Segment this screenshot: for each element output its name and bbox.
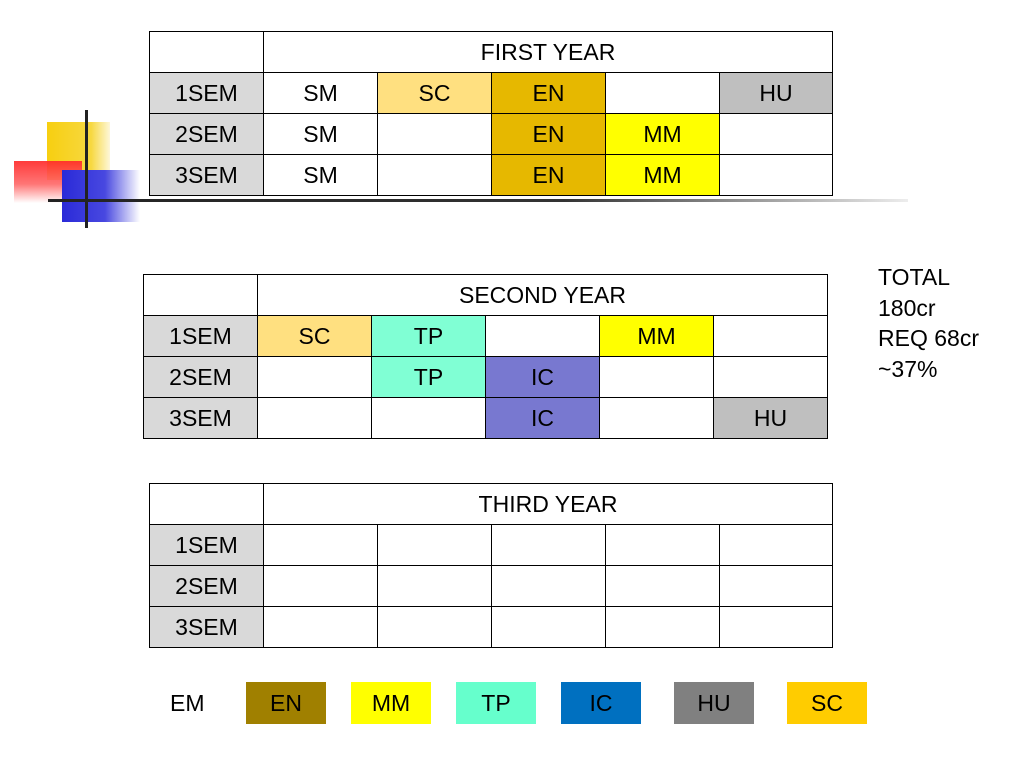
course-cell [720, 525, 833, 566]
legend-item-ic: IC [561, 682, 641, 724]
table-header-row [150, 32, 833, 73]
course-cell [378, 525, 492, 566]
course-cell [492, 607, 606, 648]
course-cell: HU [714, 398, 828, 439]
course-cell [258, 357, 372, 398]
course-cell: HU [720, 73, 833, 114]
course-cell: IC [486, 398, 600, 439]
table-header-row [150, 484, 833, 525]
row-label: 3SEM [150, 607, 264, 648]
course-cell: SM [264, 155, 378, 196]
table-title: THIRD YEAR [264, 484, 833, 525]
course-cell [714, 316, 828, 357]
legend-item-hu: HU [674, 682, 754, 724]
course-cell [492, 525, 606, 566]
course-cell: SM [264, 114, 378, 155]
course-cell [606, 73, 720, 114]
course-cell: SC [258, 316, 372, 357]
row-label: 1SEM [144, 316, 258, 357]
row-label: 1SEM [150, 73, 264, 114]
legend-item-sc: SC [787, 682, 867, 724]
required-percent: ~37% [878, 355, 938, 382]
course-cell [606, 566, 720, 607]
corner-cell [150, 32, 264, 73]
corner-cell [150, 484, 264, 525]
table-title: SECOND YEAR [258, 275, 828, 316]
table-header-row [144, 275, 828, 316]
course-cell [492, 566, 606, 607]
course-cell [378, 566, 492, 607]
course-cell [264, 607, 378, 648]
course-cell: MM [600, 316, 714, 357]
course-cell [378, 607, 492, 648]
course-cell: EN [492, 114, 606, 155]
decor-red-square [14, 161, 82, 203]
course-cell [720, 114, 833, 155]
course-cell: MM [606, 155, 720, 196]
course-cell: SM [264, 73, 378, 114]
corner-cell [144, 275, 258, 316]
table-row [150, 607, 833, 648]
course-cell [264, 525, 378, 566]
course-cell [600, 357, 714, 398]
total-credits-note [878, 262, 979, 384]
course-cell [378, 155, 492, 196]
course-cell [720, 566, 833, 607]
table-row [150, 73, 833, 114]
course-cell [378, 114, 492, 155]
required-credits: REQ 68cr [878, 325, 979, 351]
course-cell [372, 398, 486, 439]
decor-yellow-square [47, 122, 110, 180]
decor-blue-square [62, 170, 140, 222]
course-cell [600, 398, 714, 439]
table-row [150, 566, 833, 607]
table-row [144, 398, 828, 439]
first-year-table [149, 31, 833, 196]
total-credits: 180cr [878, 294, 936, 321]
row-label: 3SEM [150, 155, 264, 196]
course-cell [264, 566, 378, 607]
course-cell: TP [372, 357, 486, 398]
third-year-table [149, 483, 833, 648]
row-label: 1SEM [150, 525, 264, 566]
course-cell: EN [492, 155, 606, 196]
table-row [144, 357, 828, 398]
table-row [150, 525, 833, 566]
row-label: 3SEM [144, 398, 258, 439]
course-cell [720, 607, 833, 648]
second-year-table [143, 274, 828, 439]
decor-horizontal-line [48, 199, 908, 202]
legend-item-mm: MM [351, 682, 431, 724]
legend-item-en: EN [246, 682, 326, 724]
table-row [150, 114, 833, 155]
row-label: 2SEM [144, 357, 258, 398]
table-row [150, 155, 833, 196]
table-row [144, 316, 828, 357]
legend-item-tp: TP [456, 682, 536, 724]
course-cell [606, 607, 720, 648]
course-cell [486, 316, 600, 357]
total-line: TOTAL [878, 264, 950, 290]
course-cell [714, 357, 828, 398]
legend-em-label: EM [170, 689, 205, 716]
row-label: 2SEM [150, 114, 264, 155]
course-cell [720, 155, 833, 196]
course-cell: MM [606, 114, 720, 155]
course-cell: EN [492, 73, 606, 114]
legend [0, 682, 1024, 724]
course-cell: IC [486, 357, 600, 398]
course-cell [606, 525, 720, 566]
row-label: 2SEM [150, 566, 264, 607]
course-cell [258, 398, 372, 439]
course-cell: TP [372, 316, 486, 357]
table-title: FIRST YEAR [264, 32, 833, 73]
course-cell: SC [378, 73, 492, 114]
decor-vertical-line [85, 110, 88, 228]
